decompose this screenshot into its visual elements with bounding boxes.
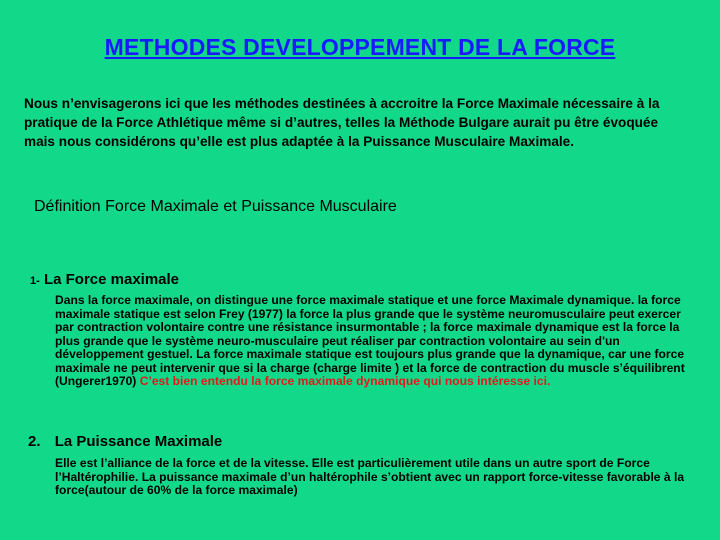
page-title: METHODES DEVELOPPEMENT DE LA FORCE xyxy=(104,34,616,60)
intro-paragraph: Nous n’envisagerons ici que les méthodes destinées à accroitre la Force Maximale nécessaire à la pratique de la Force Athlétique même si d’autres, telles la Méthode Bulgare aurait pu être évoquée mais nous considérons qu’elle est plus adaptée à la Puissance Musculaire Maximale. xyxy=(24,96,660,149)
section-1-title: La Force maximale xyxy=(43,271,180,288)
section-2-heading xyxy=(28,433,222,450)
section-1-heading xyxy=(30,271,179,288)
section-1-text: Dans la force maximale, on distingue une force maximale statique et une force Maximale dynamique. la force maximale statique est selon Frey (1977) la force la plus grande que le système neuromusculaire peut exercer par contraction volontaire contre une résistance insurmontable ; la force maximale dynamique est la force la plus grande que le système neuro-musculaire peut réaliser par contraction volontaire au sein d'un développement gestuel. La force maximale statique est toujours plus grande que la dynamique, car une force maximale ne peut intervenir que si la charge (charge limite ) et la force de contraction du muscle s’équilibrent (Ungerer1970) xyxy=(55,293,685,388)
section-1-body xyxy=(55,294,695,389)
subtitle: Définition Force Maximale et Puissance Musculaire xyxy=(34,198,397,215)
section-2-body: Elle est l’alliance de la force et de la vitesse. Elle est particulièrement utile dans un autre sport de Force l’Haltérophilie. La puissance maximale d’un haltérophile s’obtient avec un rapport force-vitesse favorable à la force(autour de 60% de la force maximale) xyxy=(55,456,685,497)
section-2-title: La Puissance Maximale xyxy=(54,433,223,450)
section-1-number: 1- xyxy=(30,275,40,287)
section-1-highlight: C’est bien entendu la force maximale dynamique qui nous intéresse ici. xyxy=(139,374,551,388)
section-2-number: 2. xyxy=(28,433,41,450)
